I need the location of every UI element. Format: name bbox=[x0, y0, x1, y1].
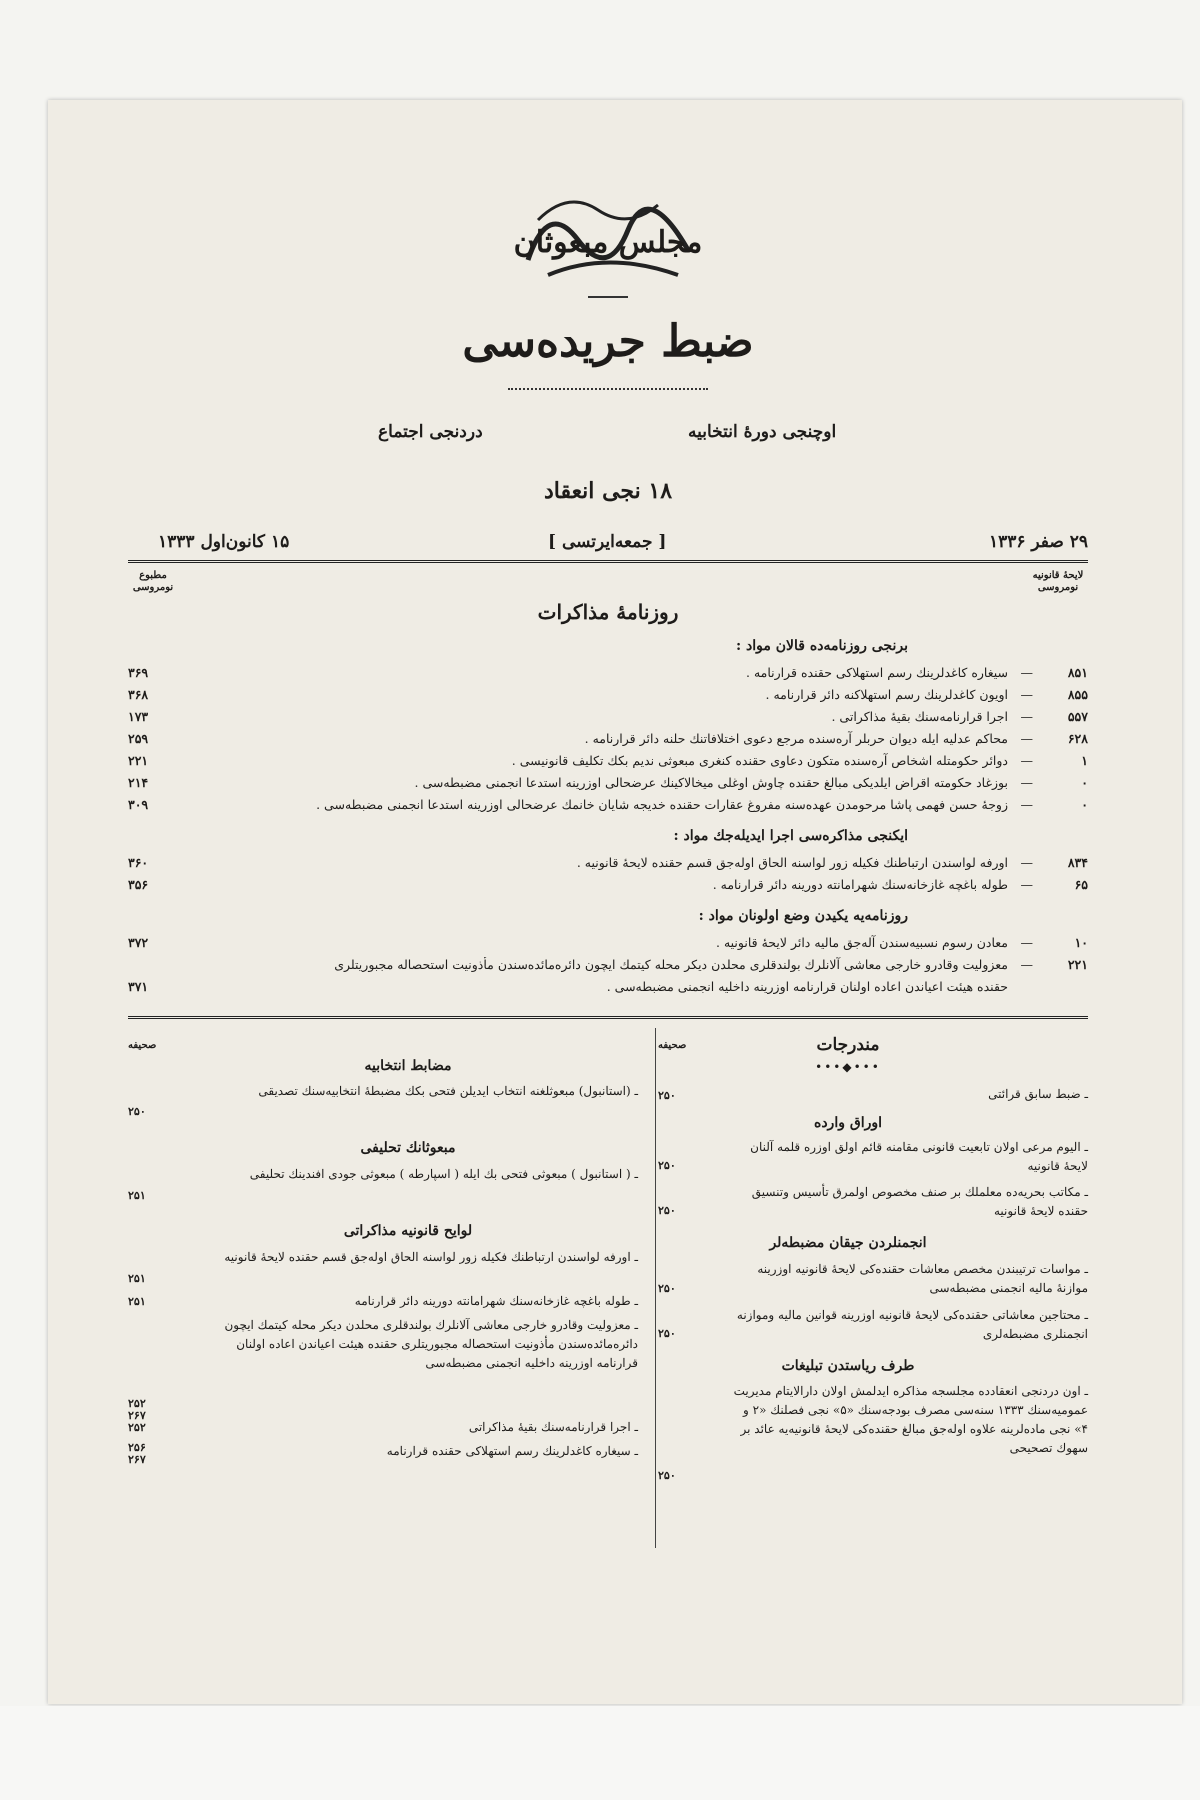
contents-entry-page: ۲۵۰ bbox=[658, 1089, 676, 1102]
contents-section-heading: انجمنلردن جیقان مضبطه‌لر bbox=[769, 1235, 927, 1251]
masthead-calligraphy-logo bbox=[508, 180, 708, 290]
agenda-item: ٠ — زوجهٔ حسن فهمی پاشا مرحومدن عهده‌سنه مفروغ عقارات حقنده خدیجه شایان خانمك عرضحالی اوزرینه استدعا انجمنی مضبطه‌سی . ۳۰۹ bbox=[128, 797, 1088, 812]
contents-entry: ـ الیوم مرعی اولان تابعیت قانونی مقامنه قائم اولق اوزره قلمه آلنان لایحهٔ قانونیه bbox=[750, 1140, 1088, 1173]
contents-entry-page: ۲۵۰ bbox=[658, 1159, 676, 1172]
bill-number-header: لایحهٔ قانونیه نومروسی bbox=[1032, 570, 1084, 593]
item-text: طوله باغچه غازخانه‌سنك شهرامانته دورینه دائر قرارنامه . bbox=[712, 877, 1008, 892]
item-number: ۸۵۱ bbox=[1067, 665, 1088, 680]
item-page: ۳۷۲ bbox=[128, 935, 149, 950]
agenda-end-rule bbox=[128, 1016, 1088, 1019]
contents-entry: ـ مکاتب بحریه‌ده معلملك بر صنف مخصوص اولمرق تأسیس وتنسیق حقنده لایحهٔ قانونیه bbox=[751, 1185, 1088, 1218]
agenda-title: روزنامهٔ مذاکرات bbox=[537, 600, 679, 624]
page-title: ضبط جریده‌سی bbox=[462, 316, 754, 367]
item-page: ۳۶۸ bbox=[128, 687, 149, 702]
contents-entry: ـ ضبط سابق قرائتی bbox=[988, 1087, 1088, 1101]
left-entry-page: ۲۵۶ ۲۶۷ bbox=[128, 1441, 146, 1466]
item-text: اویون کاغدلرینك رسم استهلاکنه دائر قرارنامه . bbox=[765, 687, 1008, 702]
election-period: اوچنجی دورهٔ انتخابیه bbox=[688, 422, 837, 442]
item-number: ۵۵۷ bbox=[1067, 709, 1088, 724]
date-rumi: ۱۵ کانون‌اول ۱۳۳۳ bbox=[158, 532, 290, 552]
left-entry: ـ (استانبول) مبعوثلغنه انتخاب ایدیلن فتحی بکك مضبطهٔ انتخابیه‌سنك تصدیقی bbox=[258, 1084, 638, 1098]
item-page: ۳۶۰ bbox=[128, 855, 149, 870]
left-entry: ـ ( استانبول ) مبعوثی فتحی بك ایله ( اسپارطه ) مبعوثی جودی افندینك تحلیفی bbox=[249, 1167, 638, 1181]
agenda-item: ۸۵۱ — سیغاره کاغدلرینك رسم استهلاکی حقنده قرارنامه . ۳۶۹ bbox=[128, 665, 1088, 680]
left-entry-page: ۲۵۱ bbox=[128, 1295, 146, 1308]
page-content bbox=[128, 160, 1088, 1590]
title-divider bbox=[588, 296, 628, 298]
agenda-item: ۲۲۱ — معزولیت وقادرو خارجی معاشی آلانلرك بولندقلری محلدن دیکر محله کیتمك ایچون دائره‌مائده‌سندن مأذونیت استحصاله مجبوریتلری bbox=[128, 957, 1088, 977]
item-text: بوزغاد حکومته اقراض ایلدیکی مبالغ حقنده چاوش اوغلی میخالاکینك عرضحالی اوزرینه استدعا انجمنی مضبطه‌سی . bbox=[414, 775, 1008, 790]
contents-page-header: صحیفه bbox=[658, 1040, 687, 1051]
item-number: ۲۲۱ bbox=[1067, 957, 1088, 972]
left-entry: ـ اورفه لواسندن ارتباطنك فکیله زور لواسنه الحاق اوله‌جق قسم حقنده لایحهٔ قانونیه bbox=[224, 1250, 638, 1264]
agenda-item: ۶۵ — طوله باغچه غازخانه‌سنك شهرامانته دورینه دائر قرارنامه . ۳۵۶ bbox=[128, 877, 1088, 892]
agenda-item: ۸۳۴ — اورفه لواسندن ارتباطنك فکیله زور لواسنه الحاق اوله‌جق قسم حقنده لایحهٔ قانونیه . ۳۶۰ bbox=[128, 855, 1088, 870]
contents-entry: ـ اون دردنجی انعقادده مجلسجه مذاکره ایدلمش اولان دارالایتام مدیریت عمومیه‌سنك ۱۳۳۳ سنه‌سی مصرف بودجه‌سنك «۵» نجی فصلنك «۲ و ۴» نجی ماده‌لرینه علاوه اوله‌جق مبالغ حقنده‌کی لایحهٔ قانونیه‌یه عائد بر سهوك تصحیحی bbox=[733, 1384, 1088, 1455]
contents-section-heading: اوراق وارده bbox=[813, 1115, 883, 1131]
contents-section-heading: طرف ریاستدن تبلیغات bbox=[781, 1358, 915, 1374]
left-section-heading: لوایح قانونیه مذاکراتی bbox=[343, 1223, 473, 1239]
logo-text: مجلس مبعوثان bbox=[513, 225, 703, 260]
left-section-heading: مبعوثانك تحلیفی bbox=[360, 1140, 456, 1156]
item-text: اجرا قرارنامه‌سنك بقیهٔ مذاکراتی . bbox=[831, 709, 1008, 724]
left-entry-page: ۲۵۱ bbox=[128, 1189, 146, 1202]
agenda-item: ٠ — بوزغاد حکومته اقراض ایلدیکی مبالغ حقنده چاوش اوغلی میخالاکینك عرضحالی اوزرینه استدعا انجمنی مضبطه‌سی . ۲۱۴ bbox=[128, 775, 1088, 790]
item-number: ۶۲۸ bbox=[1067, 731, 1088, 746]
item-text: دوائر حکومتله اشخاص آره‌سنده متکون دعاوی حقنده کنغری مبعوثی ندیم بکك تکلیف قانونیسی . bbox=[511, 753, 1008, 768]
left-entry-page: ۲۵۲ ۲۶۷ bbox=[128, 1397, 146, 1422]
agenda-item bbox=[128, 979, 1088, 999]
printed-number-header: مطبوع نومروسی bbox=[132, 570, 174, 593]
left-entry-page: ۲۵۲ bbox=[128, 1421, 146, 1434]
agenda-item: ۱۰ — معادن رسوم نسبیه‌سندن آله‌جق مالیه دائر لایحهٔ قانونیه . ۳۷۲ bbox=[128, 935, 1088, 950]
background-strip bbox=[0, 1706, 1200, 1800]
contents-ornament: •••◆••• bbox=[815, 1060, 881, 1074]
left-entry-page: ۲۵۰ bbox=[128, 1105, 146, 1118]
contents-entry-page: ۲۵۰ bbox=[658, 1327, 676, 1340]
contents-entry-page: ۲۵۰ bbox=[658, 1469, 676, 1482]
contents-entry: ـ محتاجین معاشاتی حقنده‌کی لایحهٔ قانونیه اوزرینه قوانین مالیه وموازنه انجمنلری مضبطه‌لری bbox=[736, 1308, 1088, 1341]
item-page: ۲۲۱ bbox=[128, 753, 149, 768]
left-entry-page: ۲۵۱ bbox=[128, 1272, 146, 1285]
item-page: ۳۰۹ bbox=[128, 797, 149, 812]
left-section-heading: مضابط انتخابیه bbox=[364, 1058, 452, 1074]
left-entry: ـ معزولیت وقادرو خارجی معاشی آلانلرك بولندقلری محلدن دیکر محله کیتمك ایچون دائره‌مائده‌سندن مأذونیت استحصاله مجبوریتلری حقنده هیئت اعیاندن اعاده اولنان قرارنامه اوزرینه داخلیه انجمنی مضبطه‌سی bbox=[224, 1318, 638, 1370]
item-number: ۱۰ bbox=[1074, 935, 1088, 950]
item-number: ۸۵۵ bbox=[1067, 687, 1088, 702]
item-number: ۸۳۴ bbox=[1067, 855, 1088, 870]
column-divider bbox=[655, 1028, 656, 1548]
left-entry: ـ اجرا قرارنامه‌سنك بقیهٔ مذاکراتی bbox=[468, 1420, 638, 1434]
item-number: ۶۵ bbox=[1074, 877, 1088, 892]
item-page: ۱۷۳ bbox=[128, 709, 149, 724]
item-page: ۳۵۶ bbox=[128, 877, 149, 892]
meeting-number: دردنجی اجتماع bbox=[378, 422, 483, 442]
item-text: سیغاره کاغدلرینك رسم استهلاکی حقنده قرارنامه . bbox=[746, 665, 1008, 680]
item-page: ۳۷۱ bbox=[128, 979, 149, 994]
left-entry: ـ طوله باغچه غازخانه‌سنك شهرامانته دورینه دائر قرارنامه bbox=[354, 1294, 638, 1308]
contents-entry-page: ۲۵۰ bbox=[658, 1282, 676, 1295]
agenda-item: ۵۵۷ — اجرا قرارنامه‌سنك بقیهٔ مذاکراتی . ۱۷۳ bbox=[128, 709, 1088, 724]
agenda-item: ۶۲۸ — محاکم عدلیه ایله دیوان حربلر آره‌سنده مرجع دعوی اختلافاتنك حلنه دائر قرارنامه . ۲۵۹ bbox=[128, 731, 1088, 746]
contents-title: مندرجات bbox=[816, 1035, 880, 1055]
agenda-item: ۸۵۵ — اویون کاغدلرینك رسم استهلاکنه دائر قرارنامه . ۳۶۸ bbox=[128, 687, 1088, 702]
session-number: ۱۸ نجی انعقاد bbox=[543, 478, 673, 504]
contents-entry-page: ۲۵۰ bbox=[658, 1204, 676, 1217]
item-text: معزولیت وقادرو خارجی معاشی آلانلرك بولندقلری محلدن دیکر محله کیتمك ایچون دائره‌مائده‌سندن مأذونیت استحصاله مجبوریتلری bbox=[334, 957, 1008, 972]
item-text: اورفه لواسندن ارتباطنك فکیله زور لواسنه الحاق اوله‌جق قسم حقنده لایحهٔ قانونیه . bbox=[576, 855, 1008, 870]
item-continuation: حقنده هیئت اعیاندن اعاده اولنان قرارنامه اوزرینه داخلیه انجمنی مضبطه‌سی . bbox=[606, 979, 1008, 994]
item-text: معادن رسوم نسبیه‌سندن آله‌جق مالیه دائر لایحهٔ قانونیه . bbox=[716, 935, 1008, 950]
left-page-header: صحیفه bbox=[128, 1040, 157, 1051]
item-number: ۱ bbox=[1081, 753, 1088, 768]
header-rule bbox=[128, 560, 1088, 563]
item-text: زوجهٔ حسن فهمی پاشا مرحومدن عهده‌سنه مفروغ عقارات حقنده خدیجه شایان خانمك عرضحالی اوزرینه استدعا انجمنی مضبطه‌سی . bbox=[316, 797, 1008, 812]
agenda-section-title: برنجی روزنامه‌ده قالان مواد : bbox=[736, 638, 908, 654]
agenda-item: ۱ — دوائر حکومتله اشخاص آره‌سنده متکون دعاوی حقنده کنغری مبعوثی ندیم بکك تکلیف قانونیسی . ۲۲۱ bbox=[128, 753, 1088, 768]
weekday: [ جمعه‌ایرتسی ] bbox=[548, 532, 667, 552]
date-hijri: ۲۹ صفر ۱۳۳۶ bbox=[988, 532, 1088, 552]
item-text: محاکم عدلیه ایله دیوان حربلر آره‌سنده مرجع دعوی اختلافاتنك حلنه دائر قرارنامه . bbox=[584, 731, 1008, 746]
item-number: ٠ bbox=[1081, 797, 1088, 812]
left-entry: ـ سیغاره کاغدلرینك رسم استهلاکی حقنده قرارنامه bbox=[386, 1444, 638, 1458]
title-dotted-rule bbox=[508, 388, 708, 396]
item-page: ۳۶۹ bbox=[128, 665, 149, 680]
agenda-section-title: روزنامه‌یه یکیدن وضع اولونان مواد : bbox=[698, 908, 908, 924]
contents-entry: ـ مواسات ترتیبندن مخصص معاشات حقنده‌کی لایحهٔ قانونیه اوزرینه موازنهٔ مالیه انجمنی مضبطه‌سی bbox=[757, 1262, 1088, 1295]
item-number: ٠ bbox=[1081, 775, 1088, 790]
item-page: ۲۱۴ bbox=[128, 775, 149, 790]
agenda-section-title: ایکنجی مذاکره‌سی اجرا ایدیله‌جك مواد : bbox=[673, 828, 908, 844]
item-page: ۲۵۹ bbox=[128, 731, 149, 746]
